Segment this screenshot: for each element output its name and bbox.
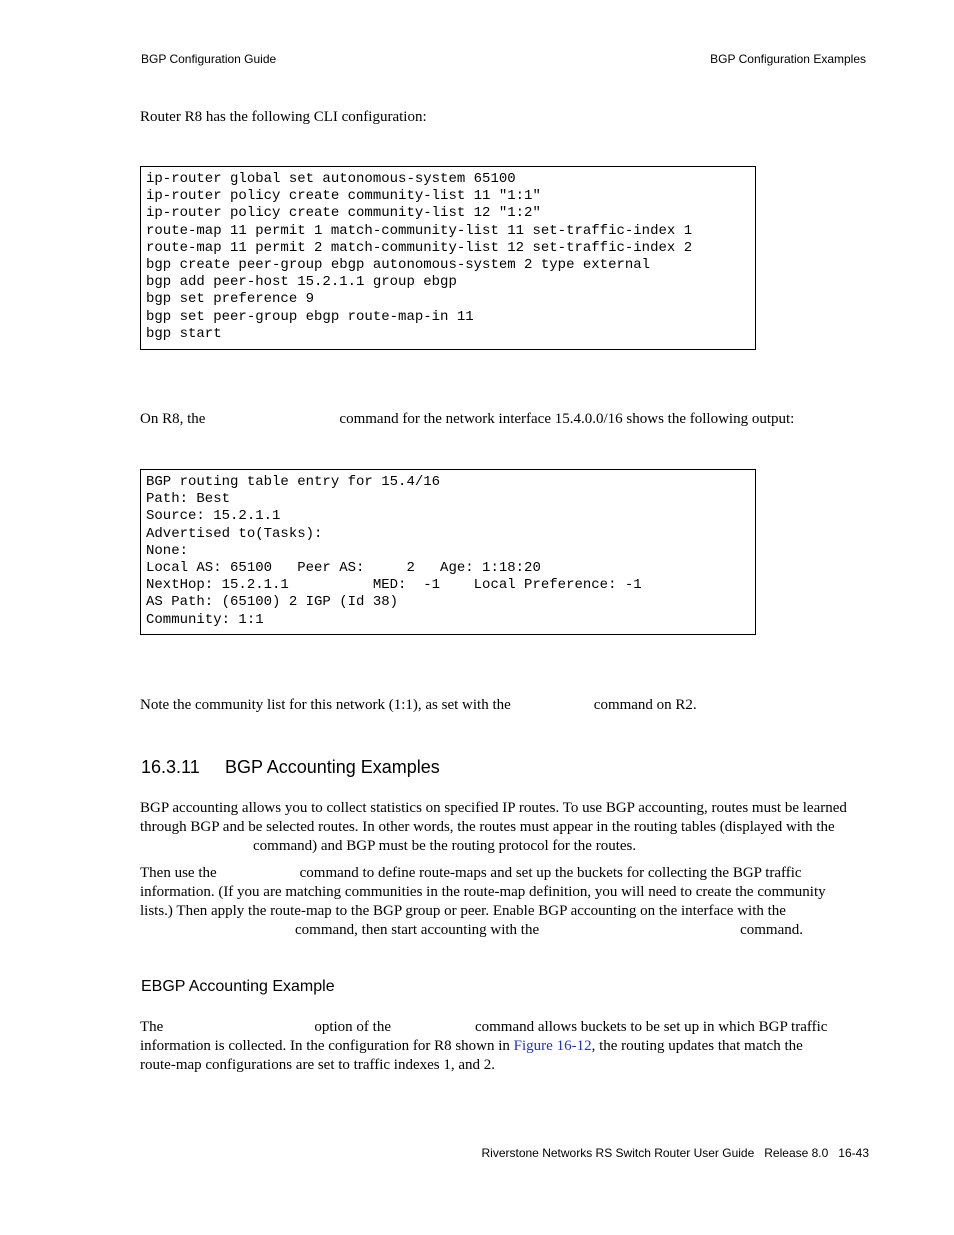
text-line — [140, 921, 870, 940]
text-line — [140, 864, 870, 883]
text-span: option of the — [314, 1019, 391, 1035]
code-line: route-map 11 permit 2 match-community-list 12 set-traffic-index 2 — [146, 239, 693, 256]
running-header-left: BGP Configuration Guide — [141, 52, 277, 66]
text-span: The — [140, 1019, 164, 1035]
text-line: through BGP and be selected routes. In other words, the routes must appear in the routing tables (displayed with the — [140, 819, 835, 835]
code-line: Source: 15.2.1.1 — [146, 508, 281, 525]
code-line: ip-router policy create community-list 11 "1:1" — [146, 188, 541, 205]
section-number: 16.3.11 — [141, 757, 200, 777]
code-line: bgp set peer-group ebgp route-map-in 11 — [146, 308, 474, 325]
text-span: command) and BGP must be the routing protocol for the routes. — [253, 838, 637, 854]
code-line: Community: 1:1 — [146, 611, 264, 628]
text-span: command, then start accounting with the — [295, 922, 540, 938]
text-span: Then use the — [140, 865, 217, 881]
code-line: ip-router policy create community-list 12 "1:2" — [146, 205, 541, 222]
intro-paragraph: Router R8 has the following CLI configuration: — [140, 109, 427, 125]
text-span: command. — [740, 922, 804, 938]
text-line — [140, 837, 870, 856]
code-line: AS Path: (65100) 2 IGP (Id 38) — [146, 594, 399, 611]
text-line — [140, 1018, 870, 1037]
note-paragraph — [140, 696, 697, 715]
code-line: route-map 11 permit 1 match-community-list 11 set-traffic-index 1 — [146, 222, 693, 239]
page-footer: Riverstone Networks RS Switch Router User Guide Release 8.0 16-43 — [481, 1146, 869, 1160]
text-span: command to define route-maps and set up the buckets for collecting the BGP traffic — [299, 865, 802, 881]
code-line: ip-router global set autonomous-system 65100 — [146, 171, 516, 187]
config-code-block — [140, 166, 756, 350]
section-heading — [141, 757, 440, 778]
running-header-right: BGP Configuration Examples — [710, 52, 866, 66]
text-line: information. (If you are matching communities in the route-map definition, you will need to create the community — [140, 884, 826, 900]
text-span: command for the network interface 15.4.0.0/16 shows the following output: — [339, 411, 795, 427]
output-code-block — [140, 469, 756, 635]
output-intro-paragraph — [140, 410, 794, 429]
code-line: Local AS: 65100 Peer AS: 2 Age: 1:18:20 — [146, 560, 541, 577]
subsection-heading: EBGP Accounting Example — [141, 978, 335, 995]
figure-link[interactable]: Figure 16-12 — [513, 1038, 592, 1054]
text-span: command on R2. — [593, 697, 697, 713]
code-line: Advertised to(Tasks): — [146, 525, 323, 542]
code-line: NextHop: 15.2.1.1 MED: -1 Local Preference: -1 — [146, 577, 642, 594]
accounting-paragraph-1 — [140, 799, 870, 856]
text-line: route-map configurations are set to traffic indexes 1, and 2. — [140, 1057, 496, 1073]
text-line: lists.) Then apply the route-map to the BGP group or peer. Enable BGP accounting on the interface with the — [140, 903, 786, 919]
code-line: bgp add peer-host 15.2.1.1 group ebgp — [146, 274, 457, 291]
ebgp-paragraph — [140, 1018, 870, 1075]
code-line: BGP routing table entry for 15.4/16 — [146, 474, 441, 490]
code-line: Path: Best — [146, 491, 231, 508]
text-line — [140, 1037, 870, 1056]
accounting-paragraph-2 — [140, 864, 870, 940]
code-line: None: — [146, 542, 189, 559]
text-span: command allows buckets to be set up in which BGP traffic — [474, 1019, 828, 1035]
text-span: Note the community list for this network (1:1), as set with the — [140, 697, 511, 713]
section-title: BGP Accounting Examples — [225, 757, 440, 777]
text-span: , the routing updates that match the — [591, 1038, 803, 1054]
code-line: bgp set preference 9 — [146, 291, 315, 308]
code-line: bgp create peer-group ebgp autonomous-system 2 type external — [146, 257, 651, 274]
text-line: BGP accounting allows you to collect statistics on specified IP routes. To use BGP accounting, routes must be learned — [140, 800, 847, 816]
text-span: On R8, the — [140, 411, 206, 427]
code-line: bgp start — [146, 325, 222, 342]
text-span: information is collected. In the configuration for R8 shown in — [140, 1038, 510, 1054]
